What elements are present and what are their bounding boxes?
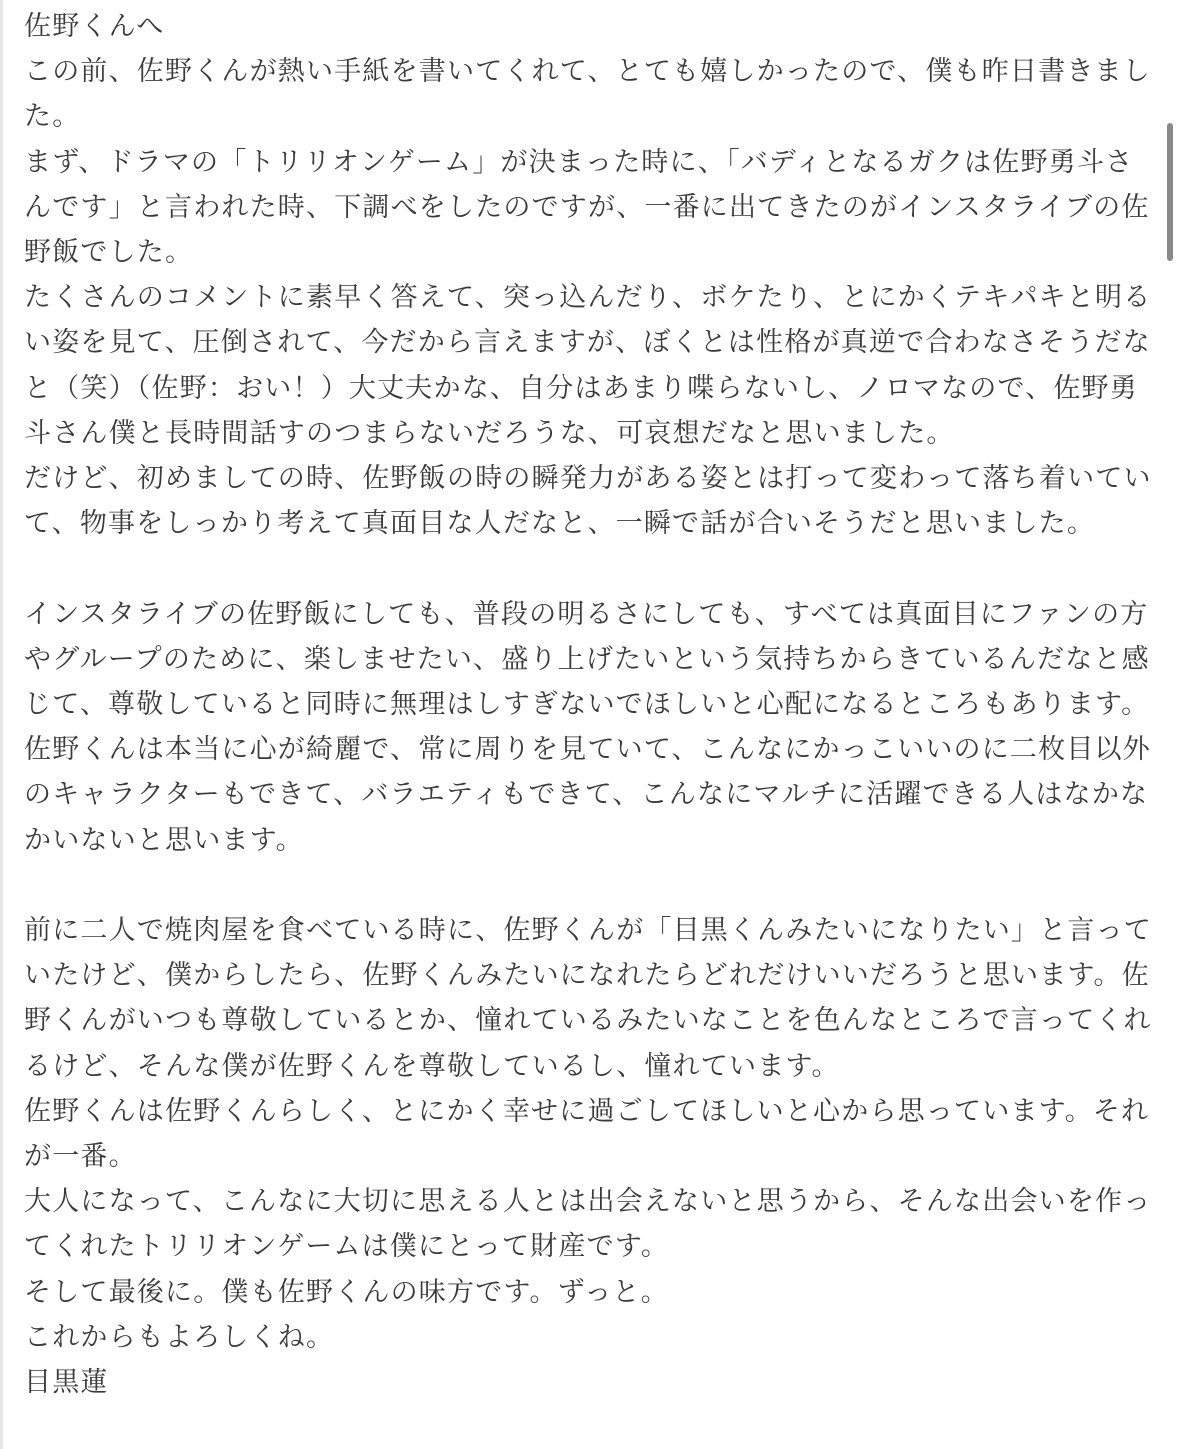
letter-text: 佐野くんへ この前、佐野くんが熱い手紙を書いてくれて、とても嬉しかったので、僕も昨日書きました。 まず、ドラマの「トリリオンゲーム」が決まった時に、「バディとなるガクは佐野勇斗さんです」と言われた時、下調べをしたのですが、一番に出てきたのがインスタライブの佐野飯でした。 たくさんのコメントに素早く答えて、突っ込んだり、ボケたり、とにかくテキパキと明るい姿を見て、圧倒されて、今だから言えますが、ぼくとは性格が真逆で合わなさそうだなと（笑）（佐野：おい！）大丈夫かな、自分はあまり喋らないし、ノロマなので、佐野勇斗さん僕と長時間話すのつまらないだろうな、可哀想だなと思いました。 だけど、初めましての時、佐野飯の時の瞬発力がある姿とは打って変わって落ち着いていて、物事をしっかり考えて真面目な人だなと、一瞬で話が合いそうだと思いました。 インスタライブの佐野飯にしても、普段の明るさにしても、すべては真面目にファンの方やグループのために、楽しませたい、盛り上げたいという気持ちからきているんだなと感じて、尊敬していると同時に無理はしすぎないでほしいと心配になるところもあります。 佐野くんは本当に心が綺麗で、常に周りを見ていて、こんなにかっこいいのに二枚目以外のキャラクターもできて、バラエティもできて、こんなにマルチに活躍できる人はなかなかいないと思います。 前に二人で焼肉屋を食べている時に、佐野くんが「目黒くんみたいになりたい」と言っていたけど、僕からしたら、佐野くんみたいになれたらどれだけいいだろうと思います。佐野くんがいつも尊敬しているとか、憧れているみたいなことを色んなところで言ってくれるけど、そんな僕が佐野くんを尊敬しているし、憧れています。 佐野くんは佐野くんらしく、とにかく幸せに過ごしてほしいと心から思っています。それが一番。 大人になって、こんなに大切に思える人とは出会えないと思うから、そんな出会いを作ってくれたトリリオンゲームは僕にとって財産です。 そして最後に。僕も佐野くんの味方です。ずっと。 これからもよろしくね。 目黒蓮 [24, 11, 1152, 1399]
scrollbar-thumb[interactable] [1167, 123, 1173, 261]
